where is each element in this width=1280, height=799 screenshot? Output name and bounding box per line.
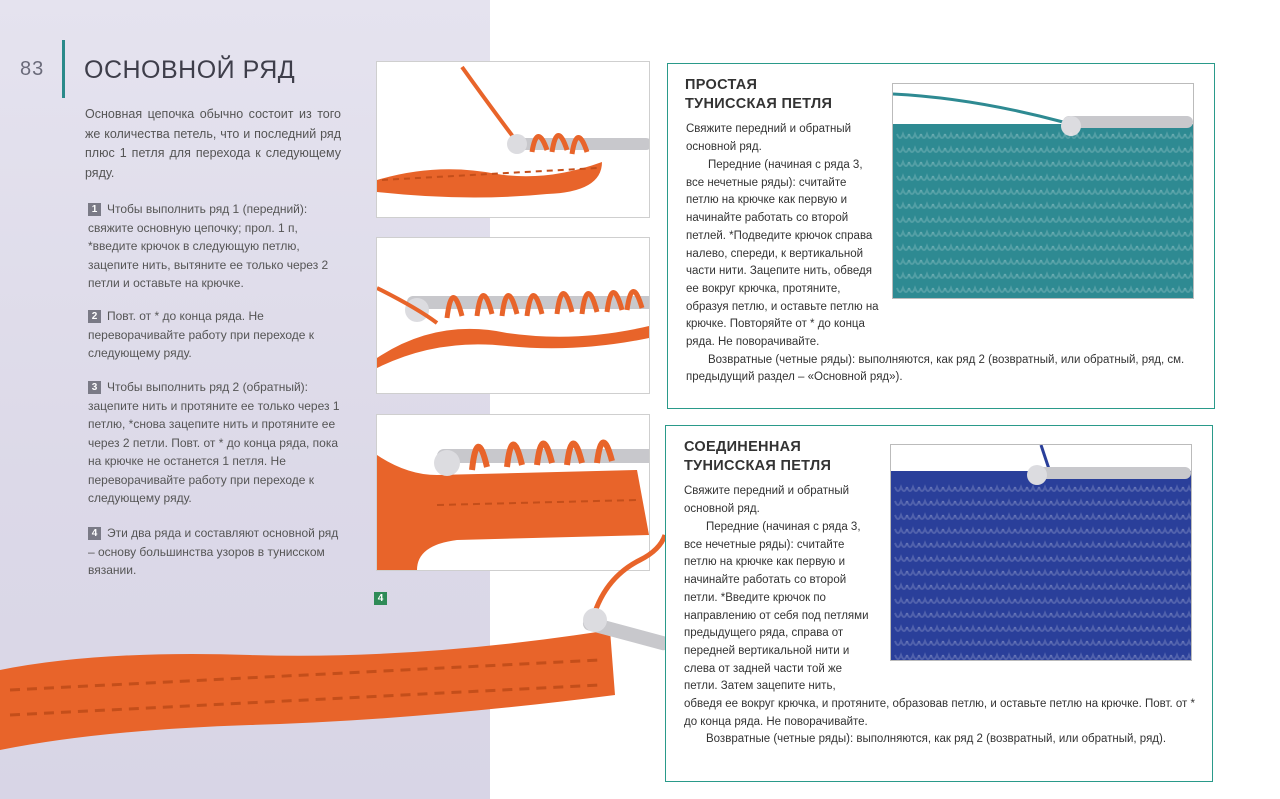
box-paragraph: Передние (начиная с ряда 3, все нечетные ряды): считайте петлю на крючке как первую и начинайте работать со второй петли. *Введите крючок по направлению от себя под петлями предыдущего ряда, справа от передней вертикальной нити и слева от задней части той же петли. Затем зацепите нить, обведя ее вокруг крючка, и протяните, образовав петлю, и оставьте петлю на крючке. Повт. от * до конца ряда. Не поворачивайте. [684, 521, 1195, 728]
box-paragraph: Возвратные (четные ряды): выполняются, как ряд 2 (возвратный, или обратный, ряд). [706, 733, 1167, 746]
step-2 [88, 307, 342, 363]
photo-step-1 [376, 61, 650, 218]
box-title [684, 438, 831, 476]
box-title-line: ТУНИССКАЯ ПЕТЛЯ [684, 458, 832, 474]
step-text: Повт. от * до конца ряда. Не переворачивайте работу при переходе к следующему ряду. [88, 309, 315, 360]
step-text: Чтобы выполнить ряд 2 (обратный): зацепите нить и протяните ее только через 1 петлю, *снова зацепите нить и протяните ее через 2 петли. Повт. от * до конца ряда, пока на крючке не останется 1 петля. Не переворачивайте работу при переходе к следующему ряду. [88, 380, 340, 505]
page-title: ОСНОВНОЙ РЯД [84, 56, 296, 84]
box-title-line: ПРОСТАЯ [685, 77, 758, 93]
box-paragraph: Свяжите передний и обратный основной ряд. [686, 123, 852, 153]
step-number: 2 [88, 310, 101, 323]
box-text-intro [684, 483, 879, 518]
page-number: 83 [20, 58, 45, 80]
title-divider [62, 40, 65, 98]
step-number: 3 [88, 381, 101, 394]
box-paragraph: Свяжите передний и обратный основной ряд. [684, 485, 850, 515]
step-number: 4 [88, 527, 101, 540]
step-text: Чтобы выполнить ряд 1 (передний): свяжите основную цепочку; прол. 1 п, *введите крючок в следующую петлю, зацепите нить, вытяните ее только через 2 петли и оставьте на крючке. [88, 202, 329, 290]
step-1 [88, 200, 342, 293]
swatch-simple-tunisian [892, 83, 1194, 299]
intro-paragraph: Основная цепочка обычно состоит из того же количества петель, что и последний ряд плюс 1 петля для перехода к следующему ряду. [85, 107, 341, 180]
photo-number: 4 [374, 592, 387, 605]
box-text-intro [686, 121, 881, 156]
step-text: Эти два ряда и составляют основной ряд – основу большинства узоров в тунисском вязании. [88, 526, 339, 577]
box-title-line: ТУНИССКАЯ ПЕТЛЯ [685, 96, 833, 112]
box-title [685, 76, 832, 114]
step-number: 1 [88, 203, 101, 216]
box-paragraph: Возвратные (четные ряды): выполняются, как ряд 2 (возвратный, или обратный, ряд, см. предыдущий раздел – «Основной ряд»). [686, 353, 1185, 384]
box-title-line: СОЕДИНЕННАЯ [684, 439, 802, 455]
photo-step-2 [376, 237, 650, 394]
swatch-joined-tunisian [890, 444, 1192, 661]
box-paragraph: Передние (начиная с ряда 3, все нечетные ряды): считайте петлю на крючке как первую и начинайте работать со второй петлей. *Подведите крючок справа налево, спереди, к вертикальной части нити. Зацепите нить, обведя ее вокруг крючка, протяните, образуя петлю, и оставьте петлю на крючке. Повторяйте от * до конца ряда. Не поворачивайте. [686, 159, 879, 349]
photo-step-4 [0, 520, 670, 765]
step-3 [88, 378, 342, 508]
